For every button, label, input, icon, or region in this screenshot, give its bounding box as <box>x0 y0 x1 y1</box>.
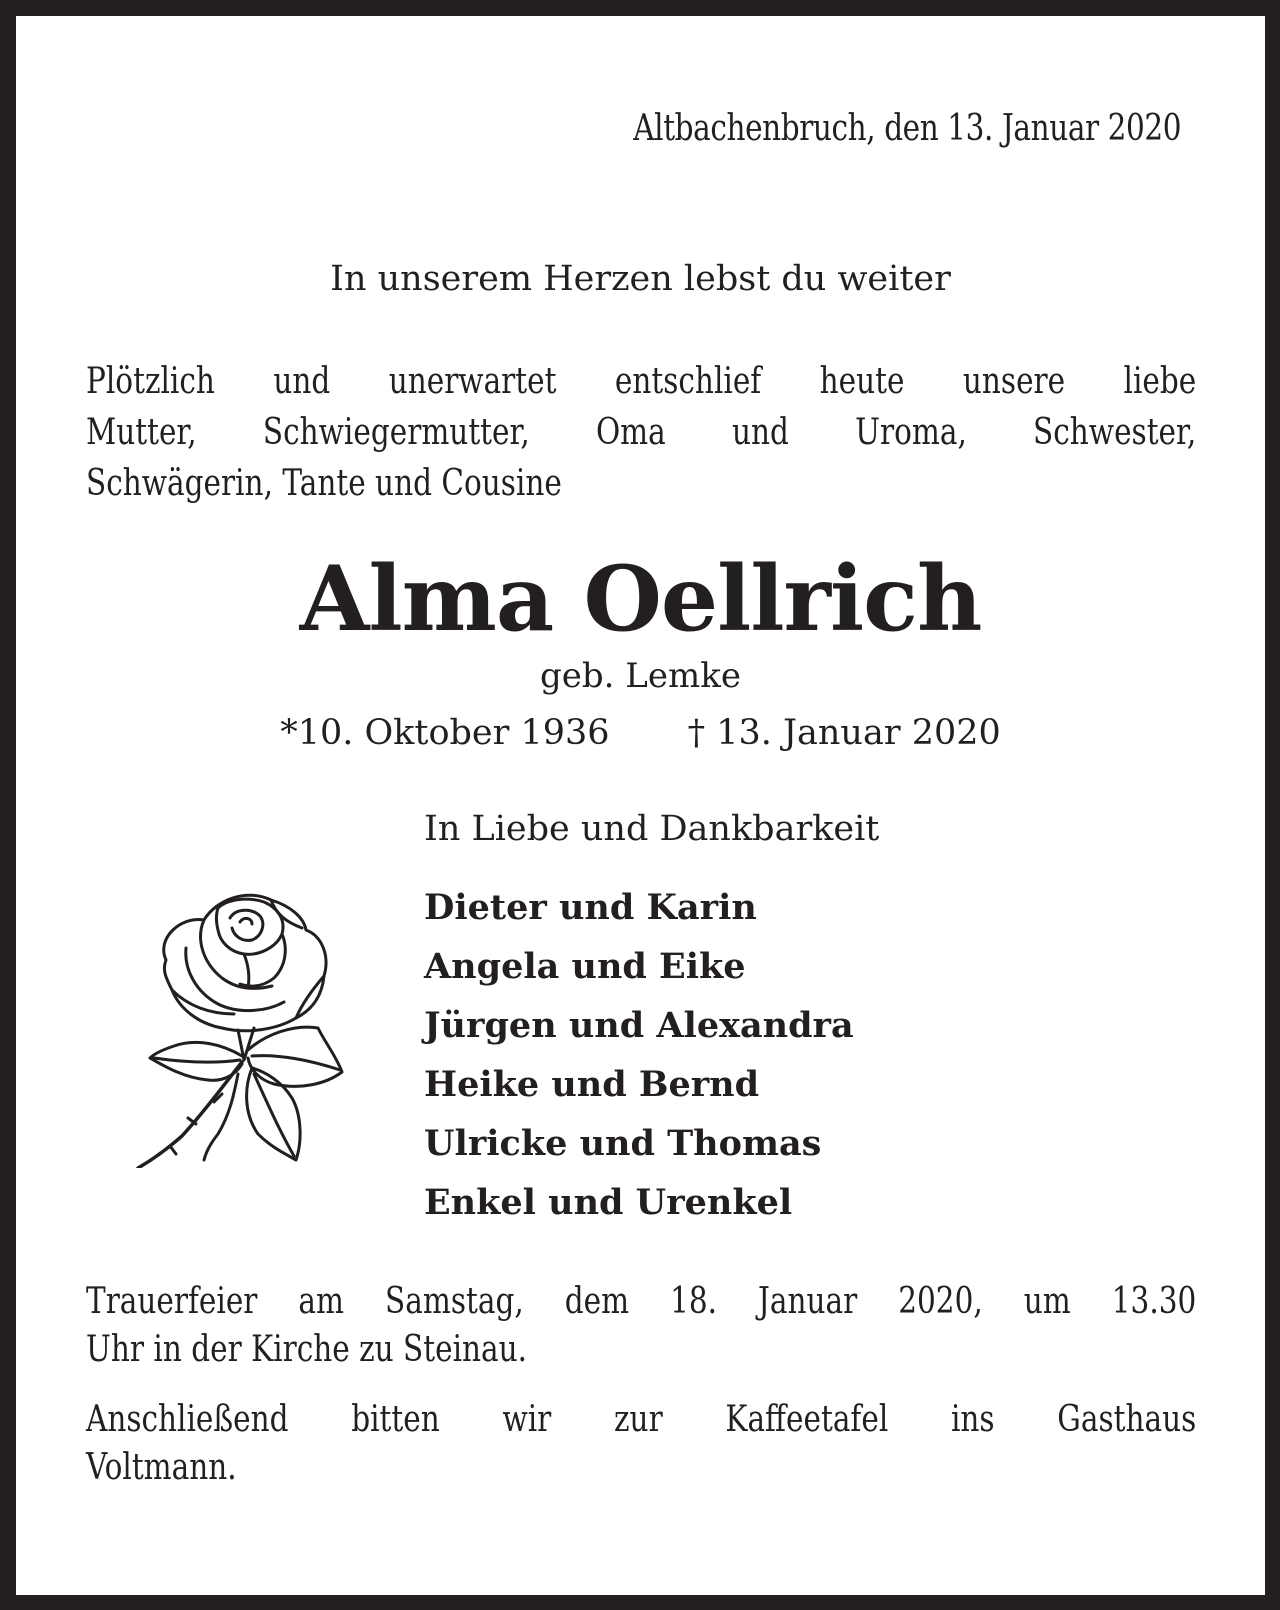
thanks-line: In Liebe und Dankbarkeit <box>424 809 880 849</box>
ceremony-info <box>86 1278 1196 1374</box>
mourners-list <box>424 878 854 1232</box>
ceremony-line: Uhr in der Kirche zu Steinau. <box>86 1329 528 1370</box>
mourner-item: Enkel und Urenkel <box>424 1182 793 1223</box>
mourner-item: Heike und Bernd <box>424 1064 760 1105</box>
life-dates <box>16 713 1265 753</box>
maiden-name: geb. Lemke <box>540 656 741 696</box>
intro-line: Plötzlich und unerwartet entschlief heute unsere liebe <box>86 361 1197 402</box>
mourner-item: Ulricke und Thomas <box>424 1123 822 1164</box>
reception-line: Voltmann. <box>86 1447 237 1488</box>
dateline: Altbachenbruch, den 13. Januar 2020 <box>633 108 1181 149</box>
motto: In unserem Herzen lebst du weiter <box>330 259 951 299</box>
obituary-notice <box>16 16 1265 1595</box>
reception-line: Anschließend bitten wir zur Kaffeetafel ins Gasthaus <box>86 1399 1197 1440</box>
mourner-item: Jürgen und Alexandra <box>424 1005 854 1046</box>
ceremony-line: Trauerfeier am Samstag, dem 18. Januar 2020, um 13.30 <box>86 1281 1197 1322</box>
deceased-name: Alma Oellrich <box>299 546 982 652</box>
rose-icon <box>126 878 366 1168</box>
mourner-item: Dieter und Karin <box>424 887 757 928</box>
intro-paragraph <box>86 356 1196 509</box>
reception-info <box>86 1396 1196 1492</box>
mourner-item: Angela und Eike <box>424 946 746 987</box>
birth-date: *10. Oktober 1936 <box>280 713 610 753</box>
intro-line: Mutter, Schwiegermutter, Oma und Uroma, Schwester, <box>86 412 1197 453</box>
death-date: † 13. Januar 2020 <box>687 713 1001 753</box>
intro-line: Schwägerin, Tante und Cousine <box>86 463 562 504</box>
